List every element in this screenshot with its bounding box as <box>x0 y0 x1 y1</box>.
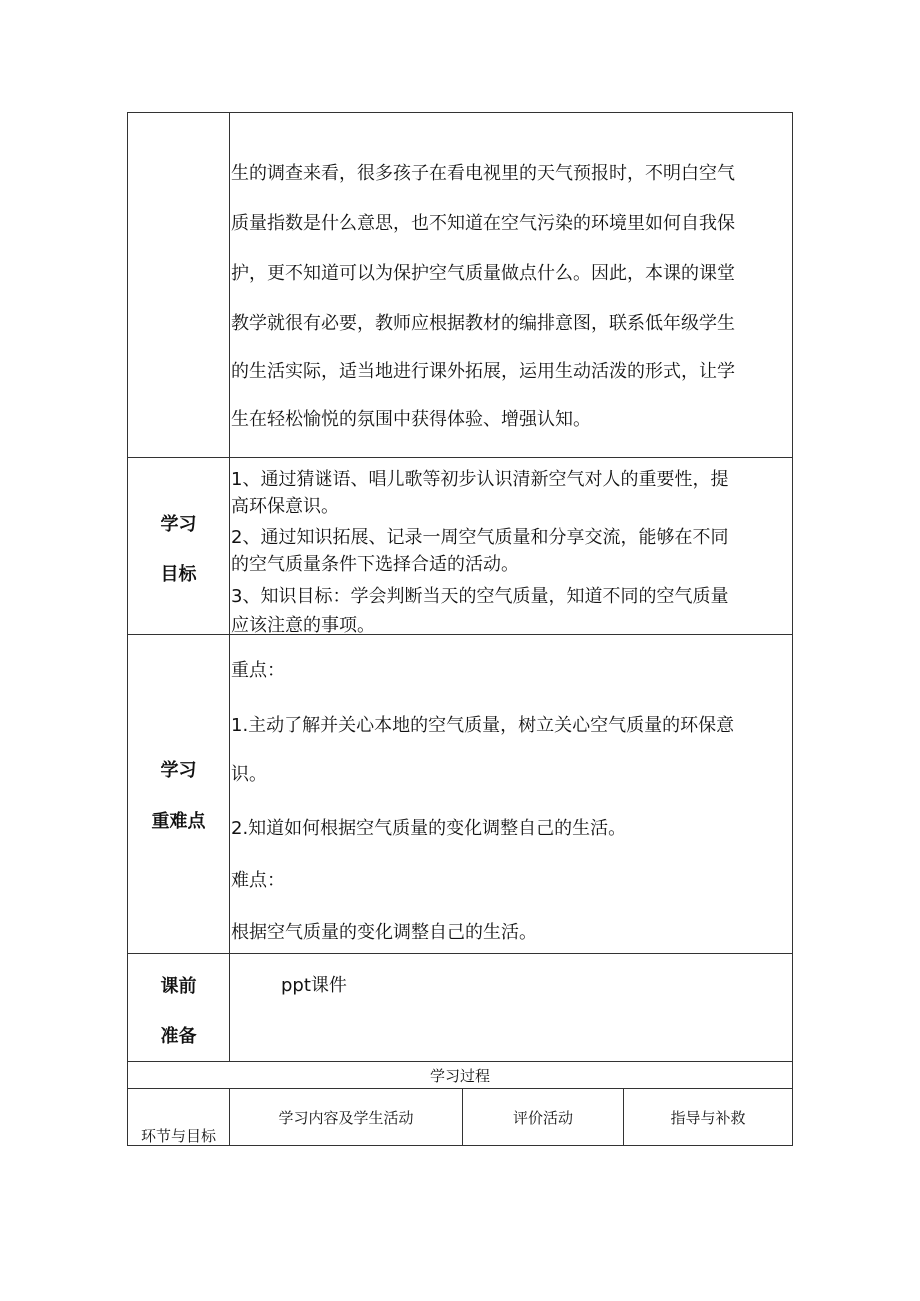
objective-line: 高环保意识。 <box>231 496 339 517</box>
analysis-line: 质量指数是什么意思，也不知道在空气污染的环境里如何自我保 <box>231 213 735 234</box>
objectives-label: 学习 <box>160 514 197 535</box>
row-divider <box>128 634 792 635</box>
analysis-line: 护，更不知道可以为保护空气质量做点什么。因此，本课的课堂 <box>231 263 735 284</box>
key-point-line: 重点： <box>231 660 285 681</box>
key-point-line: 1.主动了解并关心本地的空气质量，树立关心空气质量的环保意 <box>231 715 735 736</box>
lesson-plan-table <box>127 112 793 1146</box>
row-divider <box>128 457 792 458</box>
key-point-line: 识。 <box>231 764 267 785</box>
column-divider <box>229 113 230 1061</box>
key-point-line: 根据空气质量的变化调整自己的生活。 <box>231 922 537 943</box>
header-guidance: 指导与补救 <box>670 1109 746 1127</box>
header-stage-goal: 环节与目标 <box>140 1127 216 1145</box>
header-content-activity: 学习内容及学生活动 <box>278 1109 414 1127</box>
objective-line: 应该注意的事项。 <box>231 615 375 636</box>
row-divider <box>128 1088 792 1089</box>
preparation-label: 课前 <box>160 976 197 997</box>
row-divider <box>128 953 792 954</box>
analysis-line: 的生活实际，适当地进行课外拓展，运用生动活泼的形式，让学 <box>231 361 735 382</box>
objectives-label: 目标 <box>160 564 197 585</box>
key-point-line: 难点： <box>231 870 285 891</box>
key-point-line: 2.知道如何根据空气质量的变化调整自己的生活。 <box>231 818 627 839</box>
key-points-label: 学习 <box>160 760 197 781</box>
preparation-content: ppt课件 <box>281 975 347 996</box>
objective-line: 3、知识目标：学会判断当天的空气质量，知道不同的空气质量 <box>231 586 729 607</box>
row-divider <box>128 1061 792 1062</box>
header-evaluation: 评价活动 <box>512 1109 573 1127</box>
analysis-line: 生在轻松愉悦的氛围中获得体验、增强认知。 <box>231 409 591 430</box>
objective-line: 1、通过猜谜语、唱儿歌等初步认识清新空气对人的重要性，提 <box>231 469 729 490</box>
key-points-label: 重难点 <box>151 811 206 832</box>
analysis-line: 教学就很有必要，教师应根据教材的编排意图，联系低年级学生 <box>231 313 735 334</box>
process-title: 学习过程 <box>429 1067 490 1085</box>
objective-line: 的空气质量条件下选择合适的活动。 <box>231 554 519 575</box>
preparation-label: 准备 <box>160 1026 197 1047</box>
objective-line: 2、通过知识拓展、记录一周空气质量和分享交流，能够在不同 <box>231 527 729 548</box>
analysis-line: 生的调查来看，很多孩子在看电视里的天气预报时，不明白空气 <box>231 163 735 184</box>
